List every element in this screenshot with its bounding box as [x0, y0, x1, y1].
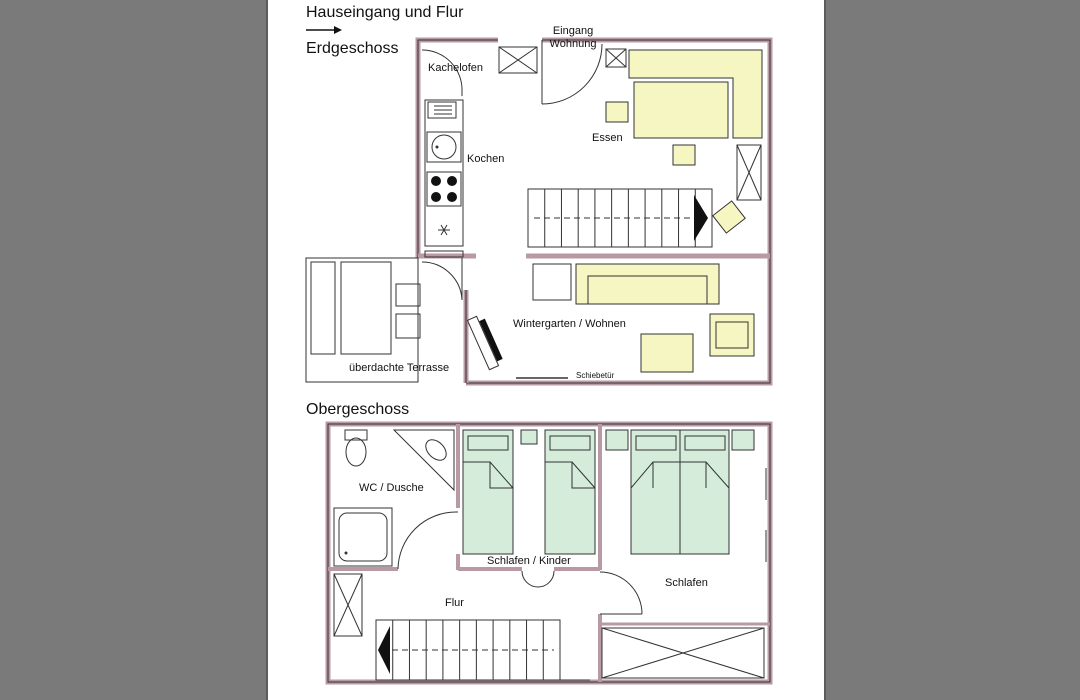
heading-ground-floor: Erdgeschoss: [306, 40, 399, 57]
label-hallway: Flur: [445, 597, 464, 609]
terrace-chair: [396, 314, 420, 338]
shower-tray: [334, 508, 392, 566]
hall-cabinet: [334, 574, 362, 636]
cabinet: [606, 49, 626, 67]
kids-bed-right: [545, 430, 595, 554]
nightstand: [606, 430, 628, 450]
dining-chair: [606, 102, 628, 122]
heading-entrance: Hauseingang und Flur: [306, 4, 464, 21]
kids-bed-left: [463, 430, 513, 554]
kitchen-counter: [425, 100, 463, 246]
ground-floor-plan: [306, 40, 770, 383]
tv-stand: [467, 316, 502, 369]
washbasin: [394, 430, 454, 490]
terrace-bench: [311, 262, 335, 354]
toilet: [345, 430, 367, 466]
arrow-right-icon: [306, 26, 342, 34]
double-bed: [631, 430, 729, 554]
wardrobe: [602, 628, 764, 678]
label-bedroom: Schlafen: [665, 577, 708, 589]
sink: [427, 132, 461, 162]
bedroom-door: [600, 572, 642, 614]
kids-room-door: [522, 571, 554, 587]
living-room-door: [422, 258, 462, 300]
label-kids-bedroom: Schlafen / Kinder: [487, 555, 571, 567]
label-winter-garden: Wintergarten / Wohnen: [513, 318, 626, 330]
sofa: [576, 264, 719, 304]
nightstand: [732, 430, 754, 450]
label-entrance-line2: Wohnung: [549, 38, 597, 50]
label-dining: Essen: [592, 132, 623, 144]
terrace-table: [341, 262, 391, 354]
label-wc-shower: WC / Dusche: [359, 482, 424, 494]
triangle-arrow-icon: [378, 626, 390, 674]
ground-floor-stairs: [528, 189, 712, 247]
heading-upper-floor: Obergeschoss: [306, 401, 410, 418]
coffee-table: [641, 334, 693, 372]
snowflake-icon: [438, 225, 450, 235]
upper-floor-plan: [328, 424, 770, 682]
window-cabinet: [737, 145, 761, 200]
label-tiled-stove: Kachelofen: [428, 62, 484, 74]
dining-table: [634, 82, 728, 138]
label-sliding-door: Schiebetür: [576, 371, 615, 380]
armchair: [710, 314, 754, 356]
living-cabinet: [533, 264, 571, 300]
label-entrance-line1: Eingang: [552, 25, 594, 37]
bathroom-door: [398, 512, 458, 569]
triangle-arrow-icon: [694, 195, 708, 241]
upper-floor-stairs: [376, 620, 560, 680]
kitchen-appliance: [428, 102, 456, 118]
dining-chair: [673, 145, 695, 165]
stove-hob: [427, 172, 461, 206]
label-kitchen: Kochen: [467, 153, 505, 165]
side-chair: [713, 201, 745, 233]
terrace-chair: [396, 284, 420, 306]
label-terrace: überdachte Terrasse: [349, 362, 450, 374]
nightstand: [521, 430, 537, 444]
tiled-stove: [499, 47, 537, 73]
